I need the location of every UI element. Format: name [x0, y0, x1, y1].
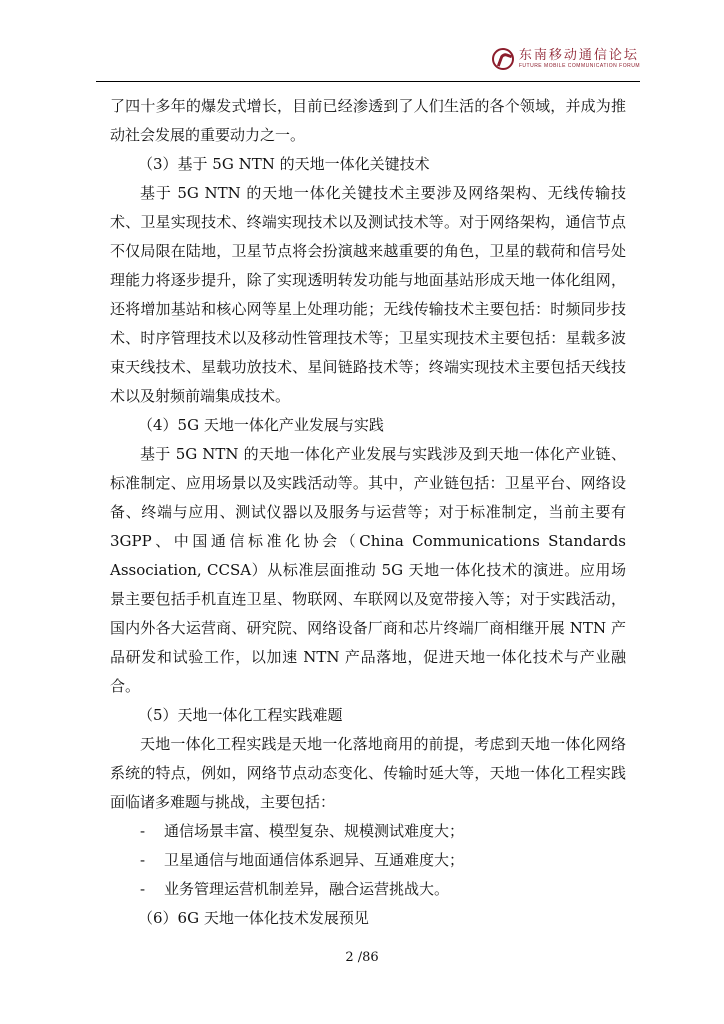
section-heading-5: （5）天地一体化工程实践难题 [138, 706, 343, 724]
list-item: - 业务管理运营机制差异，融合运营挑战大。 [110, 875, 626, 904]
section-heading-3: （3）基于 5G NTN 的天地一体化关键技术 [138, 155, 430, 173]
forum-logo-icon [492, 48, 514, 70]
challenge-list [110, 817, 626, 904]
paragraph-continuation: 了四十多年的爆发式增长，目前已经渗透到了人们生活的各个领域，并成为推动社会发展的重要动力之一。 [110, 97, 626, 144]
list-bullet: - [140, 851, 146, 869]
logo-chinese-name: 东南移动通信论坛 [518, 48, 639, 63]
section-heading-4: （4）5G 天地一体化产业发展与实践 [138, 416, 384, 434]
paragraph-engineering-challenges: 天地一体化工程实践是天地一化落地商用的前提，考虑到天地一体化网络系统的特点，例如，网络节点动态变化、传输时延大等，天地一体化工程实践面临诸多难题与挑战，主要包括： [110, 735, 626, 811]
document-body [110, 92, 626, 933]
paragraph-industry-practice: 基于 5G NTN 的天地一体化产业发展与实践涉及到天地一体化产业链、标准制定、应用场景以及实践活动等。其中，产业链包括：卫星平台、网络设备、终端与应用、测试仪器以及服务与运营等；对于标准制定，当前主要有 3GPP、中国通信标准化协会（China Communications Standards Association, CCSA）从标准层面推动 5G 天地一体化技术的演进。应用场景主要包括手机直连卫星、物联网、车联网以及宽带接入等；对于实践活动，国内外各大运营商、研究院、网络设备厂商和芯片终端厂商相继开展 NTN 产品研发和试验工作，以加速 NTN 产品落地，促进天地一体化技术与产业融合。 [110, 445, 626, 695]
page-header [96, 40, 640, 82]
list-bullet: - [140, 822, 146, 840]
forum-logo [492, 48, 640, 70]
logo-english-name: FUTURE MOBILE COMMUNICATION FORUM [518, 63, 640, 69]
list-item: - 卫星通信与地面通信体系迥异、互通难度大； [110, 846, 626, 875]
paragraph-key-technologies: 基于 5G NTN 的天地一体化关键技术主要涉及网络架构、无线传输技术、卫星实现技术、终端实现技术以及测试技术等。对于网络架构，通信节点不仅局限在陆地，卫星节点将会扮演越来越重要的角色，卫星的载荷和信号处理能力将逐步提升，除了实现透明转发功能与地面基站形成天地一体化组网，还将增加基站和核心网等星上处理功能；无线传输技术主要包括：时频同步技术、时序管理技术以及移动性管理技术等；卫星实现技术主要包括：星载多波束天线技术、星载功放技术、星间链路技术等；终端实现技术主要包括天线技术以及射频前端集成技术。 [110, 184, 626, 405]
page-number: 2 /86 [345, 950, 379, 965]
list-bullet: - [140, 880, 146, 898]
list-item: - 通信场景丰富、模型复杂、规模测试难度大； [110, 817, 626, 846]
header-divider [96, 81, 640, 82]
section-heading-6: （6）6G 天地一体化技术发展预见 [138, 909, 369, 927]
